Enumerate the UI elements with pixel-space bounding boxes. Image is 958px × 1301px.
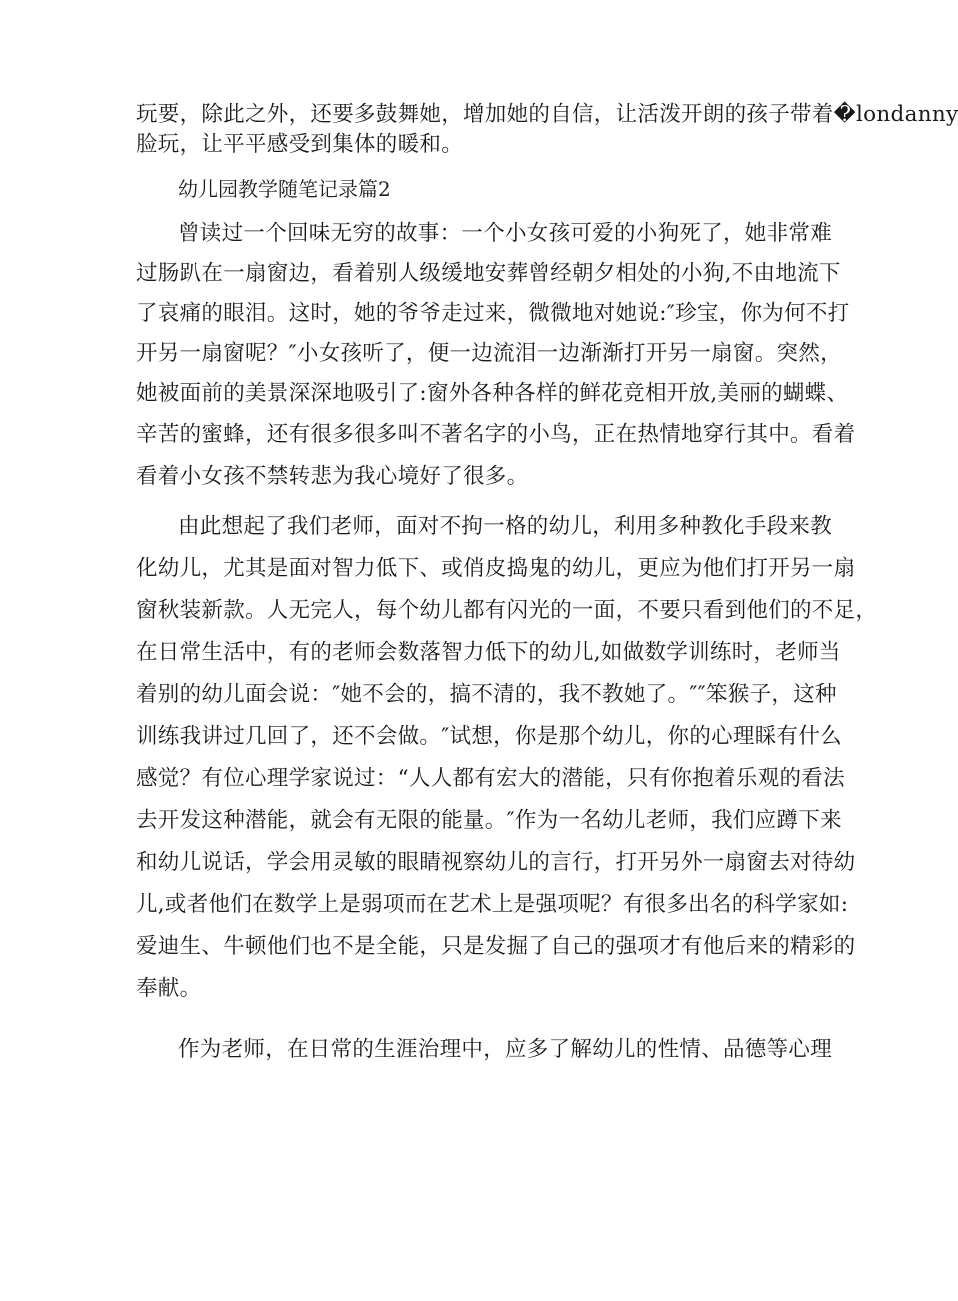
paragraph-line: 训练我讲过几回了，还不会做。″试想，你是那个幼儿，你的心理睬有什么 [136,724,842,749]
paragraph-line: 和幼儿说话，学会用灵敏的眼睛视察幼儿的言行，打开另外一扇窗去对待幼 [136,850,856,875]
paragraph-line: 过肠趴在一扇窗边，看着别人级缓地安葬曾经朝夕相处的小狗,不由地流下 [136,261,841,286]
paragraph-line: 作为老师，在日常的生涯治理中，应多了解幼儿的性情、品德等心理 [178,1037,833,1062]
paragraph-line: 由此想起了我们老师，面对不拘一格的幼儿，利用多种教化手段来教 [178,514,833,539]
paragraph-line: 辛苦的蜜蜂，还有很多很多叫不著名字的小鸟，正在热情地穿行其中。看着 [136,422,856,447]
section-title: 幼儿园教学随笔记录篇2 [178,177,391,201]
paragraph-line: 化幼儿，尤其是面对智力低下、或俏皮捣鬼的幼儿，更应为他们打开另一扇 [136,556,856,581]
paragraph-line: 感觉？有位心理学家说过：“人人都有宏大的潜能，只有你抱着乐观的看法 [136,766,845,791]
paragraph-line: 在日常生活中，有的老师会数落智力低下的幼儿,如做数学训练时，老师当 [136,640,841,665]
paragraph-line: 爱迪生、牛顿他们也不是全能，只是发掘了自己的强项才有他后来的精彩的 [136,934,856,959]
paragraph-line: 曾读过一个回味无穷的故事：一个小女孩可爱的小狗死了，她非常难 [178,221,833,246]
paragraph-line: 儿,或者他们在数学上是弱项而在艺术上是强项呢？有很多出名的科学家如: [136,892,849,917]
paragraph-line: 奉献。 [136,976,202,1001]
intro-line: 玩要，除此之外，还要多鼓舞她，增加她的自信，让活泼开朗的孩子带着�londanny [136,102,958,127]
paragraph-line: 看着小女孩不禁转悲为我心境好了很多。 [136,464,529,489]
paragraph-line: 着别的幼儿面会说：″她不会的，搞不清的，我不教她了。″″笨猴子，这种 [136,682,837,707]
paragraph-line: 了哀痛的眼泪。这时，她的爷爷走过来，微微地对她说:″珍宝，你为何不打 [136,301,850,326]
paragraph-line: 开另一扇窗呢？″小女孩听了，便一边流泪一边渐渐打开另一扇窗。突然， [136,341,842,366]
paragraph-line: 窗秋装新款。人无完人，每个幼儿都有闪光的一面，不要只看到他们的不足， [136,598,878,623]
paragraph-line: 去开发这种潜能，就会有无限的能量。″作为一名幼儿老师，我们应蹲下来 [136,808,842,833]
paragraph-line: 她被面前的美景深深地吸引了:窗外各种各样的鲜花竞相开放,美丽的蝴蝶、 [136,381,849,406]
intro-line: 脸玩，让平平感受到集体的暖和。 [136,132,464,157]
